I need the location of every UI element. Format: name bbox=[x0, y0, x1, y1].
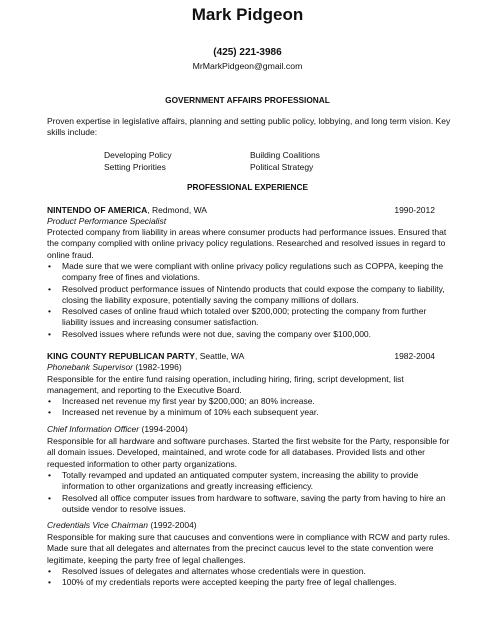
list-item: • Resolved issues where refunds were not due, saving the company over $100,000. bbox=[47, 329, 453, 340]
employer-name: KING COUNTY REPUBLICAN PARTY bbox=[47, 351, 195, 361]
list-item: • Increased net revenue by a minimum of 10% each subsequent year. bbox=[47, 407, 453, 418]
role-description: Responsible for the entire fund raising operation, including hiring, firing, script development, list management, and reporting to the Executive Board. bbox=[47, 374, 404, 396]
employer-location: , Seattle, WA bbox=[194, 351, 245, 361]
skills-right-column bbox=[250, 149, 320, 173]
job-description: Protected company from liability in areas where consumer products had performance issues. Ensured that the company complied with online privacy policy regulations. Researched and resolved issues in regard to online fraud. bbox=[47, 227, 447, 260]
role-bullets bbox=[47, 470, 453, 515]
headline: GOVERNMENT AFFAIRS PROFESSIONAL bbox=[165, 95, 330, 105]
list-item: • Resolved product performance issues of Nintendo products that could expose the company to liability, closing the liability exposure, potentially saving the company millions of dollars. bbox=[47, 284, 453, 307]
phone-number: (425) 221-3986 bbox=[213, 47, 282, 58]
skills-left-column bbox=[104, 149, 172, 173]
role-title: Chief Information Officer (1994-2004) bbox=[47, 424, 188, 434]
list-item: • Made sure that we were compliant with online privacy policy regulations such as COPPA, keeping the company free of fines and violations. bbox=[47, 261, 453, 284]
list-item: • 100% of my credentials reports were accepted keeping the party free of legal challenges. bbox=[47, 577, 453, 588]
job-header bbox=[47, 205, 435, 216]
candidate-name: Mark Pidgeon bbox=[191, 5, 304, 24]
employer-name: NINTENDO OF AMERICA bbox=[47, 205, 148, 215]
email-address: MrMarkPidgeon@gmail.com bbox=[192, 61, 303, 71]
job-header bbox=[47, 351, 435, 362]
skill-item: Developing Policy bbox=[104, 150, 172, 160]
role-description: Responsible for making sure that caucuses and conventions were in compliance with RCW and party rules. Made sure that all delegates and alternates from the precinct caucus level to the state convention were legitimate, keeping the party free of legal challenges. bbox=[47, 532, 451, 565]
role-title: Phonebank Supervisor (1982-1996) bbox=[47, 362, 182, 372]
role-title: Credentials Vice Chairman (1992-2004) bbox=[47, 520, 197, 530]
experience-heading: PROFESSIONAL EXPERIENCE bbox=[186, 182, 309, 192]
list-item: • Resolved issues of delegates and alternates whose credentials were in question. bbox=[47, 566, 453, 577]
job-bullets bbox=[47, 261, 453, 340]
skill-item: Political Strategy bbox=[250, 162, 314, 172]
list-item: • Increased net revenue my first year by $200,000; an 80% increase. bbox=[47, 396, 453, 407]
role-bullets bbox=[47, 566, 453, 589]
skill-item: Building Coalitions bbox=[250, 150, 320, 160]
summary: Proven expertise in legislative affairs, planning and setting public policy, lobbying, and long term vision. Key skills include: bbox=[47, 116, 451, 138]
skill-item: Setting Priorities bbox=[104, 162, 166, 172]
list-item: • Resolved cases of online fraud which totaled over $200,000; protecting the company from further liability issues and increasing consumer satisfaction. bbox=[47, 306, 453, 329]
job-dates: 1982-2004 bbox=[394, 351, 435, 361]
role-description: Responsible for all hardware and software purchases. Started the first website for the Party, responsible for all domain issues. Developed, maintained, and wrote code for all databases. Provided lists and other requested information to other party organizations. bbox=[47, 436, 450, 469]
job-title: Product Performance Specialist bbox=[47, 216, 167, 226]
role-bullets bbox=[47, 396, 453, 419]
list-item: • Totally revamped and updated an antiquated computer system, increasing the ability to provide information to other organizations and greatly increasing efficiency. bbox=[47, 470, 453, 493]
job-dates: 1990-2012 bbox=[394, 205, 435, 215]
list-item: • Resolved all office computer issues from hardware to software, saving the party from having to hire an outside vendor to resolve issues. bbox=[47, 493, 453, 516]
employer-location: , Redmond, WA bbox=[147, 205, 207, 215]
